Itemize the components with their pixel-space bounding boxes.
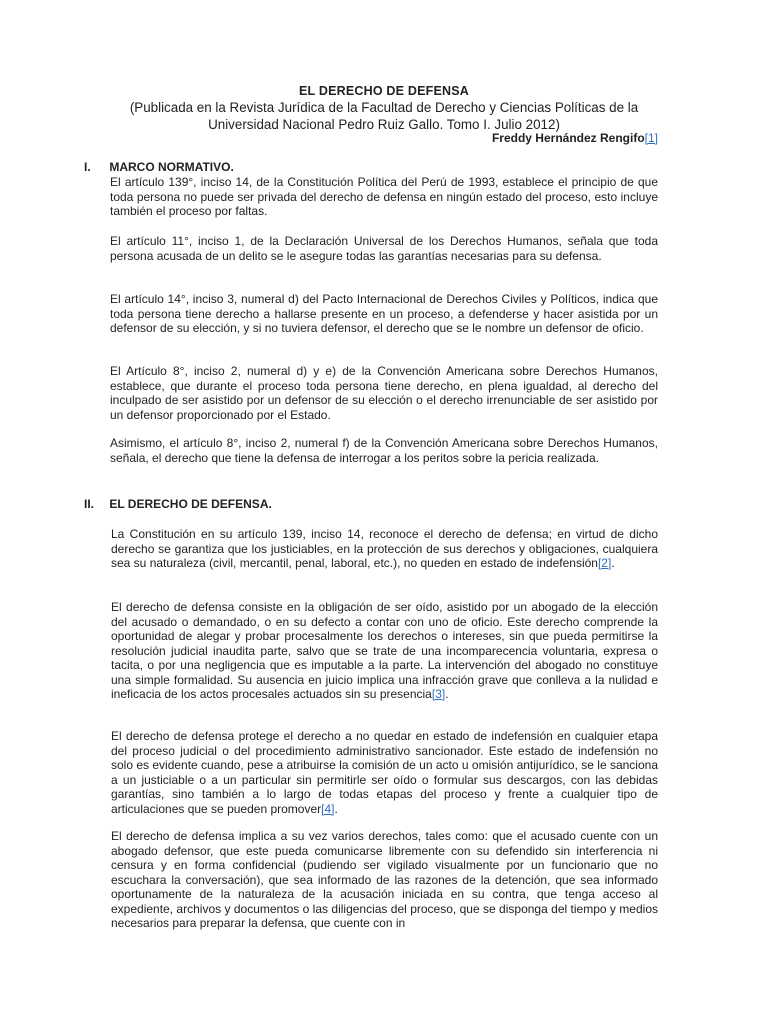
paragraph (111, 600, 658, 702)
author-name: Freddy Hernández Rengifo (491, 131, 645, 145)
publication-note (0, 99, 768, 133)
paragraph: El artículo 14°, inciso 3, numeral d) del Pacto Internacional de Derechos Civiles y Políticos, indica que toda persona tiene derecho a hallarse presente en un proceso, a defenderse y hacer asistida por un defensor de su elección, y si no tuviera defensor, el derecho que se le nombre un defensor de oficio. (110, 292, 658, 335)
footnote-link-3[interactable]: [3] (431, 687, 446, 701)
section-title: EL DERECHO DE DEFENSA. (109, 497, 272, 511)
paragraph-text-end: . (611, 556, 615, 570)
paragraph: El Artículo 8°, inciso 2, numeral d) y e) de la Convención Americana sobre Derechos Humanos, establece, que durante el proceso toda persona tiene derecho, en plena igualdad, al derecho del inculpado de ser asistido por un defensor de su elección o el derecho irrenunciable de ser asistido por un defensor proporcionado por el Estado. (110, 364, 658, 422)
paragraph: El artículo 139°, inciso 14, de la Constitución Política del Perú de 1993, establece el principio de que toda persona no puede ser privada del derecho de defensa en ningún estado del proceso, esto incluye también el proceso por faltas. (110, 175, 658, 218)
paragraph-text-end: . (445, 687, 449, 701)
paragraph-text: El derecho de defensa protege el derecho a no quedar en estado de indefensión en cualquier etapa del proceso judicial o del procedimiento administrativo sancionador. Este estado de indefensión no solo es evidente cuando, pese a atribuirse la comisión de un acto u omisión antijurídico, se le sanciona a un justiciable o a un particular sin permitirle ser oído o formular sus descargos, con las debidas garantías, sino también a lo largo de todas etapas del proceso y frente a cualquier tipo de articulaciones que se pueden promover (111, 729, 658, 816)
paragraph: Asimismo, el artículo 8°, inciso 2, numeral f) de la Convención Americana sobre Derechos Humanos, señala, el derecho que tiene la defensa de interrogar a los peritos sobre la pericia realizada. (110, 436, 658, 465)
paragraph (111, 527, 658, 571)
section-title: MARCO NORMATIVO. (109, 160, 234, 174)
section-number: II. (84, 497, 95, 511)
section-heading-2 (84, 497, 272, 511)
publication-note-line-2: Universidad Nacional Pedro Ruiz Gallo. Tomo I. Julio 2012) (208, 117, 560, 132)
section-number: I. (84, 160, 91, 174)
footnote-link-4[interactable]: [4] (321, 801, 335, 816)
footnote-link-2[interactable]: [2] (597, 556, 612, 570)
paragraph-text: La Constitución en su artículo 139, inciso 14, reconoce el derecho de defensa; en virtud de dicho derecho se garantiza que los justiciables, en la protección de sus derechos y obligaciones, cualquiera sea su naturaleza (civil, mercantil, penal, laboral, etc.), no queden en estado de indefensión (111, 527, 658, 570)
paragraph-text: El derecho de defensa consiste en la obligación de ser oído, asistido por un abogado de la elección del acusado o demandado, o en su defecto a contar con uno de oficio. Este derecho comprende la oportunidad de alegar y probar procesalmente los derechos o intereses, sin que pueda permitirse la resolución judicial inaudita parte, salvo que se trate de una incomparecencia voluntaria, expresa o tacita, o por una negligencia que es imputable a la parte. La intervención del abogado no constituye una simple formalidad. Su ausencia en juicio implica una infracción grave que conlleva a la nulidad e ineficacia de los actos procesales actuados sin su presencia (111, 600, 658, 701)
paragraph-text-end: . (334, 801, 338, 816)
publication-note-line-1: (Publicada en la Revista Jurídica de la Facultad de Derecho y Ciencias Políticas de la (129, 100, 639, 115)
paragraph (111, 729, 658, 816)
page-title: EL DERECHO DE DEFENSA (299, 84, 469, 98)
paragraph: El artículo 11°, inciso 1, de la Declaración Universal de los Derechos Humanos, señala que toda persona acusada de un delito se le asegure todas las garantías necesarias para su defensa. (110, 234, 658, 263)
author-line (492, 131, 658, 145)
footnote-link-1[interactable]: [1] (644, 131, 658, 145)
section-heading-1 (84, 160, 234, 174)
paragraph: El derecho de defensa implica a su vez varios derechos, tales como: que el acusado cuente con un abogado defensor, que este pueda comunicarse libremente con su defendido sin interferencia ni censura y en forma confidencial (pudiendo ser vigilado visualmente por un funcionario que no escuchara la conversación), que sea informado de las razones de la detención, que sea informado oportunamente de la naturaleza de la acusación iniciada en su contra, que tenga acceso al expediente, archivos y documentos o las diligencias del proceso, que se disponga del tiempo y medios necesarios para preparar la defensa, que cuente con in (111, 829, 658, 930)
